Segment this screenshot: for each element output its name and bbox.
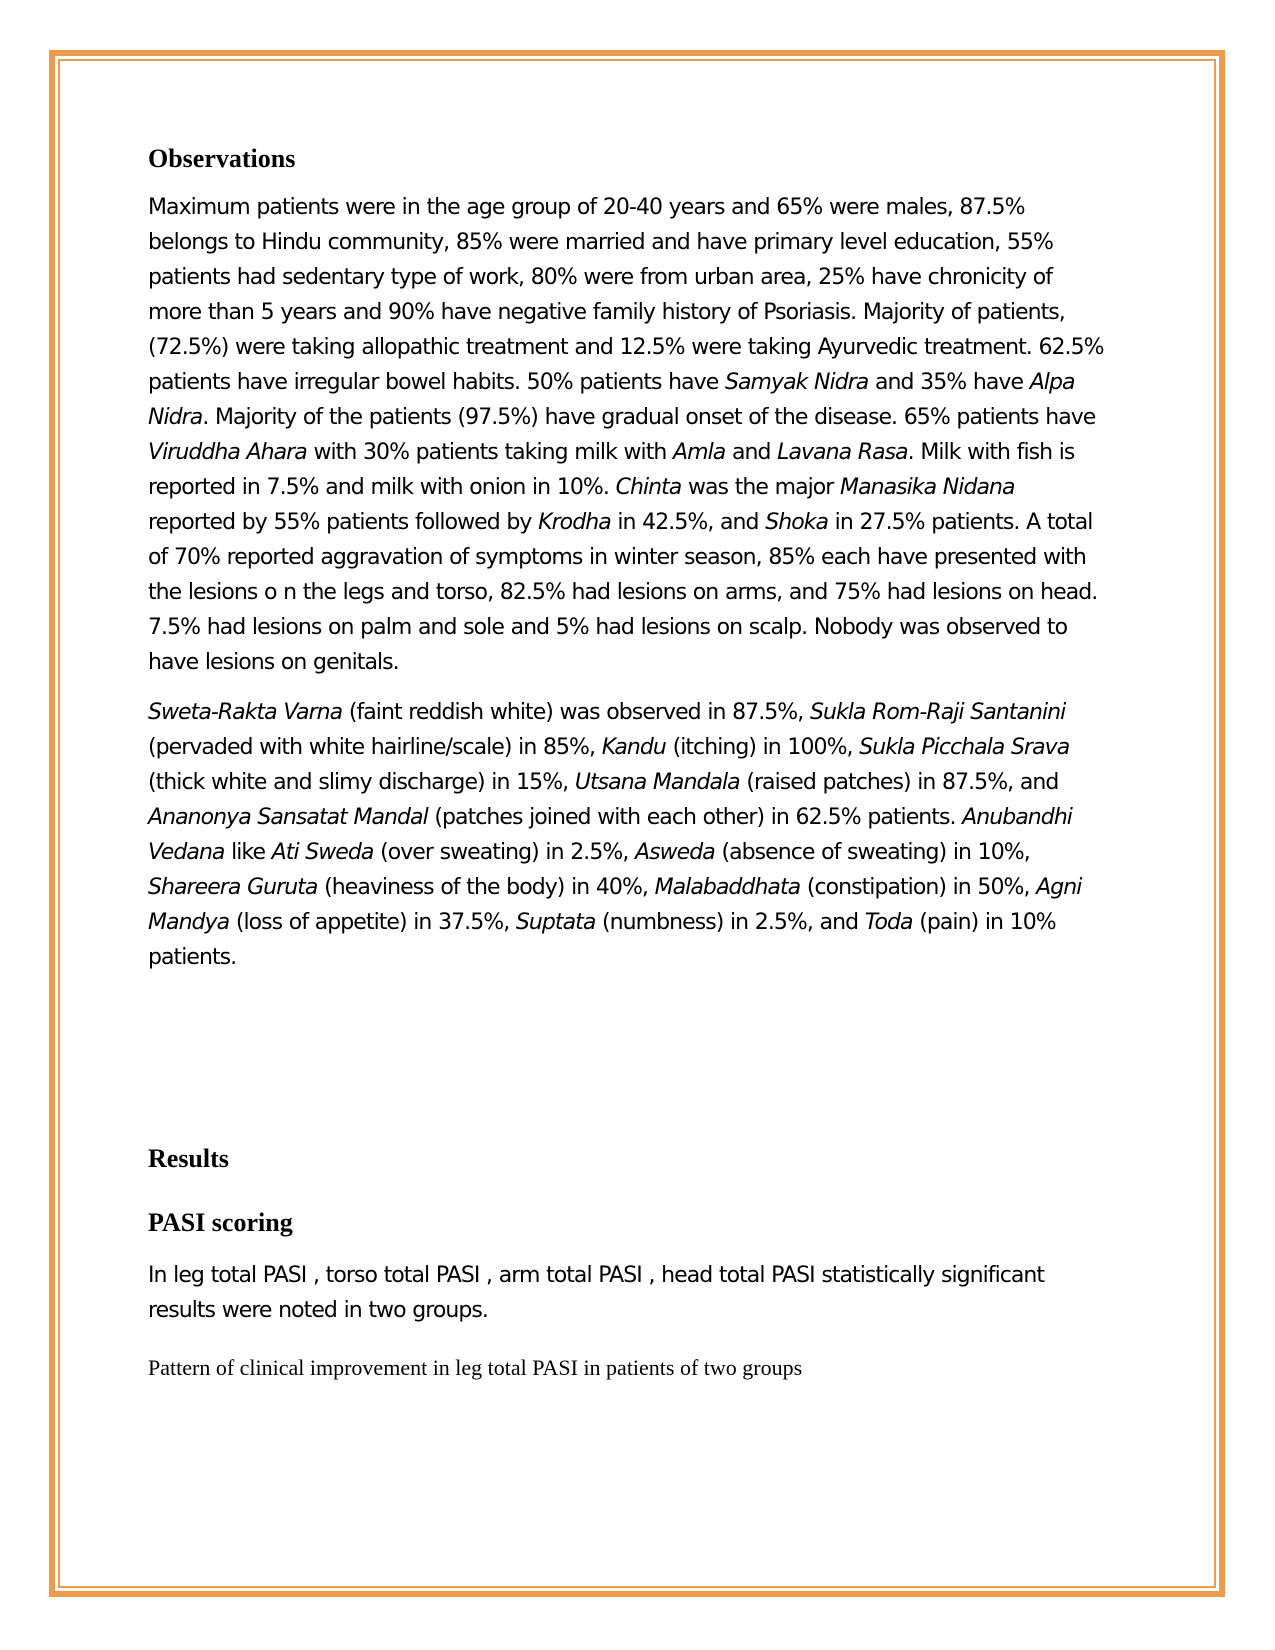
italic-term: Utsana Mandala (574, 770, 740, 795)
italic-term: Samyak Nidra (724, 370, 869, 395)
text-run: and (725, 440, 778, 465)
text-run: with 30% patients taking milk with (306, 440, 674, 465)
text-run: reported by 55% patients followed by (148, 510, 539, 535)
text-run: (pain) in 10% patients. (148, 910, 1056, 970)
italic-term: Ananonya Sansatat Mandal (148, 805, 428, 830)
results-heading: Results (148, 1144, 229, 1173)
figure-caption: Pattern of clinical improvement in leg total PASI in patients of two groups (148, 1355, 803, 1380)
pasi-paragraph: In leg total PASI , torso total PASI , arm total PASI , head total PASI statistically significant results were noted in two groups. (148, 1263, 1045, 1323)
italic-term: Malabaddhata (654, 875, 801, 900)
italic-term: Agni Mandya (148, 875, 1082, 935)
text-run: (pervaded with white hairline/scale) in 85%, (148, 735, 602, 760)
italic-term: Kandu (601, 735, 666, 760)
text-run: (itching) in 100%, (665, 735, 860, 760)
italic-term: Shareera Guruta (148, 875, 318, 900)
text-run: like (224, 840, 272, 865)
text-run: (over sweating) in 2.5%, (373, 840, 636, 865)
document-content (148, 144, 1108, 1380)
italic-term: Anubandhi Vedana (148, 805, 1072, 865)
text-run: . Majority of the patients (97.5%) have gradual onset of the disease. 65% patients have (202, 405, 1096, 430)
text-run: (heaviness of the body) in 40%, (317, 875, 655, 900)
text-run: and 35% have (868, 370, 1030, 395)
observations-paragraph-1 (148, 190, 1108, 680)
text-run: was the major (681, 475, 841, 500)
text-run: (raised patches) in 87.5%, and (739, 770, 1059, 795)
italic-term: Toda (864, 910, 913, 935)
text-run: . Milk with fish is reported in 7.5% and milk with onion in 10%. (148, 440, 1075, 500)
italic-term: Manasika Nidana (840, 475, 1015, 500)
italic-term: Viruddha Ahara (148, 440, 307, 465)
text-run: (faint reddish white) was observed in 87.5%, (342, 700, 810, 725)
observations-paragraph-2 (148, 695, 1108, 975)
text-run: (constipation) in 50%, (800, 875, 1037, 900)
italic-term: Amla (673, 440, 726, 465)
italic-term: Sweta-Rakta Varna (148, 700, 343, 725)
text-run: (loss of appetite) in 37.5%, (229, 910, 516, 935)
text-run: in 42.5%, and (610, 510, 766, 535)
text-run: (numbness) in 2.5%, and (595, 910, 865, 935)
italic-term: Sukla Rom-Raji Santanini (809, 700, 1066, 725)
italic-term: Suptata (515, 910, 596, 935)
pasi-scoring-heading: PASI scoring (148, 1208, 293, 1237)
observations-heading: Observations (148, 144, 296, 173)
italic-term: Ati Sweda (271, 840, 374, 865)
italic-term: Sukla Picchala Srava (859, 735, 1070, 760)
text-run: (patches joined with each other) in 62.5% patients. (427, 805, 963, 830)
text-run: in 27.5% patients. A total of 70% reported aggravation of symptoms in winter season, 85% each have presented with the lesions o n the legs and torso, 82.5% had lesions on arms, and 75% had lesions on head. 7.5% had lesions on palm and sole and 5% had lesions on scalp. Nobody was observed to have lesions on genitals. (148, 510, 1098, 675)
italic-term: Asweda (635, 840, 715, 865)
italic-term: Lavana Rasa (777, 440, 908, 465)
text-run: Maximum patients were in the age group of 20-40 years and 65% were males, 87.5% belongs to Hindu community, 85% were married and have primary level education, 55% patients had sedentary type of work, 80% were from urban area, 25% have chronicity of more than 5 years and 90% have negative family history of Psoriasis. Majority of patients, (72.5%) were taking allopathic treatment and 12.5% were taking Ayurvedic treatment. 62.5% patients have irregular bowel habits. 50% patients have (148, 195, 1104, 395)
italic-term: Alpa Nidra (148, 370, 1075, 430)
italic-term: Chinta (615, 475, 682, 500)
text-run: (thick white and slimy discharge) in 15%, (148, 770, 575, 795)
italic-term: Shoka (765, 510, 829, 535)
italic-term: Krodha (538, 510, 611, 535)
text-run: (absence of sweating) in 10%, (714, 840, 1030, 865)
